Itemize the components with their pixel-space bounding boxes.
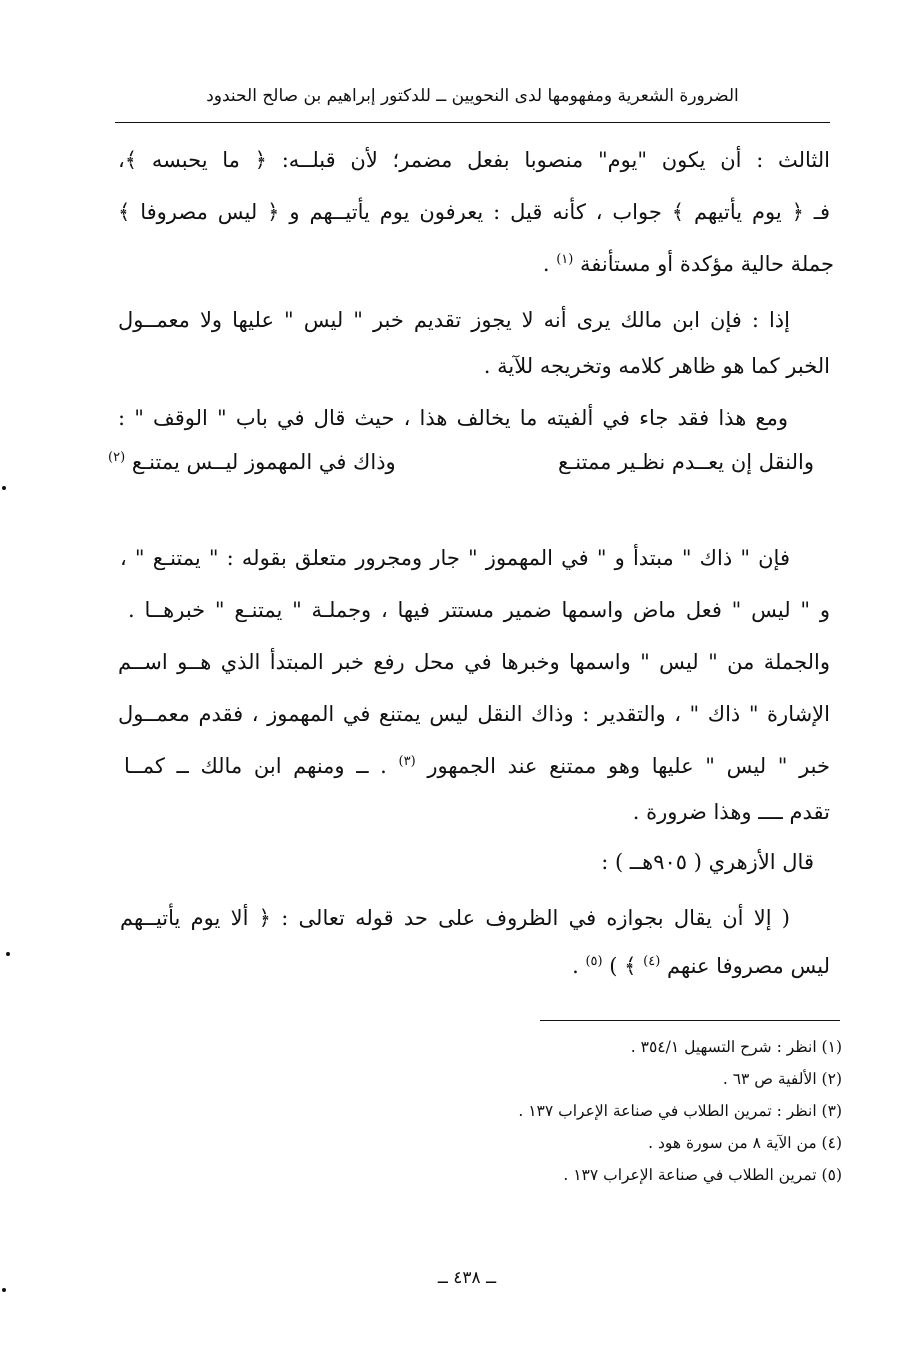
footnote-rule [540,1020,840,1021]
para1-line3-text: جملة حالية مؤكدة أو مستأنفة [580,252,834,276]
para4-line6: تقدم ــــ وهذا ضرورة . [632,800,830,824]
footnote-2: (٢) الألفية ص ٦٣ . [722,1070,842,1088]
para6-line2 [118,952,830,980]
footnote-4: (٤) من الآية ٨ من سورة هود . [648,1134,842,1152]
footnote-ref-4: (٤) [643,954,661,969]
para4-line5 [124,752,830,780]
verse-second-hemistich [108,448,396,476]
para3-line1: ومع هذا فقد جاء في ألفيته ما يخالف هذا ، حيث قال في باب " الوقف " : [118,406,788,430]
footnote-3: (٣) انظر : تمرين الطلاب في صناعة الإعراب ١٣٧ . [518,1102,842,1120]
para6-line1: ( إلا أن يقال بجوازه في الظروف على حد قوله تعالى : ﴿ ألا يوم يأتيــهم [120,906,790,930]
footnote-1: (١) انظر : شرح التسهيل ٣٥٤/١ . [630,1038,842,1056]
scan-speck [6,952,10,956]
footnote-5: (٥) تمرين الطلاب في صناعة الإعراب ١٣٧ . [563,1166,842,1184]
para4-line3: والجملة من " ليس " واسمها وخبرها في محل رفع خبر المبتدأ الذي هــو اســم [118,650,830,674]
para6-line2-end: . [572,954,586,978]
para4-line5-end: . ــ ومنهم ابن مالك ــ كمــا [124,754,399,778]
para6-line2-mid: ﴾ ) [609,954,644,978]
para4-line2: و " ليس " فعل ماض واسمها ضمير مستتر فيها ، وجملـة " يمتنـع " خبرهــا . [128,598,830,622]
para6-line2-start: ليس مصروفا عنهم [666,954,830,978]
para2-line2: الخبر كما هو ظاهر كلامه وتخريجه للآية . [483,354,830,378]
scan-speck [2,1288,6,1292]
page-number: ــ ٤٣٨ ــ [437,1268,497,1288]
para2-line1: إذا : فإن ابن مالك يرى أنه لا يجوز تقديم خبر " ليس " عليها ولا معمــول [118,308,790,332]
para1-line1: الثالث : أن يكون "يوم" منصوبا بفعل مضمر؛ لأن قبلــه: ﴿ ما يحبسه ﴾، [118,148,830,172]
footnote-ref-3: (٣) [398,754,416,769]
footnote-ref-2: (٢) [108,450,126,465]
footnote-ref-5: (٥) [585,954,603,969]
para4-line1: فإن " ذاك " مبتدأ و " في المهموز " جار ومجرور متعلق بقوله : " يمتنـع " ، [120,546,790,570]
para1-line3-end: . [542,252,557,276]
scan-speck [2,486,6,490]
para4-line5-start: خبر " ليس " عليها وهو ممتنع عند الجمهور [427,754,830,778]
verse-second-hemistich-text: وذاك في المهموز ليــس يمتنـع [131,450,396,474]
para1-line2: فـ ﴿ يوم يأتيهم ﴾ جواب ، كأنه قيل : يعرفون يوم يأتيــهم و ﴿ ليس مصروفا ﴾ [118,200,830,224]
para5-line1: قال الأزهري ( ٩٠٥هــ ) : [601,850,814,874]
header-rule [115,122,830,123]
running-header: الضرورة الشعرية ومفهومها لدى النحويين ــ للدكتور إبراهيم بن صالح الحندود [206,86,739,106]
footnote-ref-1: (١) [556,252,574,267]
verse-first-hemistich: والنقل إن يعــدم نظـير ممتنـع [557,450,814,474]
para4-line4: الإشارة " ذاك " ، والتقدير : وذاك النقل ليس يمتنع في المهموز ، فقدم معمــول [118,702,830,726]
para1-line3 [122,250,834,278]
